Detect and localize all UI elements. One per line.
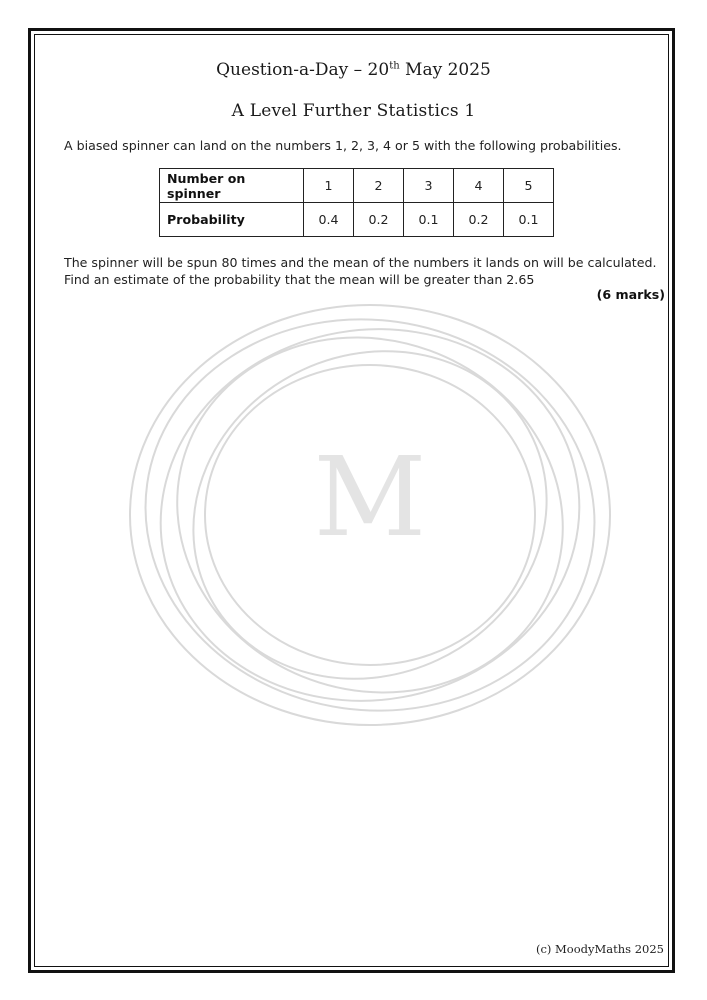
marks-label: (6 marks): [596, 287, 665, 302]
table-cell: 0.1: [504, 203, 554, 237]
table-row-header: Number on spinner: [160, 169, 304, 203]
question-text: [64, 254, 674, 288]
question-line-1: The spinner will be spun 80 times and the mean of the numbers it lands on will be calculated.: [64, 255, 657, 270]
watermark-letter: M: [313, 433, 427, 561]
table-cell: 4: [454, 169, 504, 203]
table-cell: 1: [304, 169, 354, 203]
page-title: Question-a-Day – 20th May 2025: [216, 60, 491, 80]
copyright-footer: (c) MoodyMaths 2025: [535, 942, 664, 956]
table-cell: 3: [404, 169, 454, 203]
table-cell: 0.1: [404, 203, 454, 237]
table-row: [160, 203, 554, 237]
table-cell: 0.2: [454, 203, 504, 237]
table-cell: 5: [504, 169, 554, 203]
table-cell: 0.2: [354, 203, 404, 237]
probability-table: [159, 168, 554, 237]
table-cell: 0.4: [304, 203, 354, 237]
page-subtitle: A Level Further Statistics 1: [231, 101, 476, 121]
table-row: [160, 169, 554, 203]
table-row-header: Probability: [160, 203, 304, 237]
table-cell: 2: [354, 169, 404, 203]
question-intro: A biased spinner can land on the numbers 1, 2, 3, 4 or 5 with the following probabilities.: [64, 138, 622, 153]
question-line-2: Find an estimate of the probability that the mean will be greater than 2.65: [64, 272, 535, 287]
